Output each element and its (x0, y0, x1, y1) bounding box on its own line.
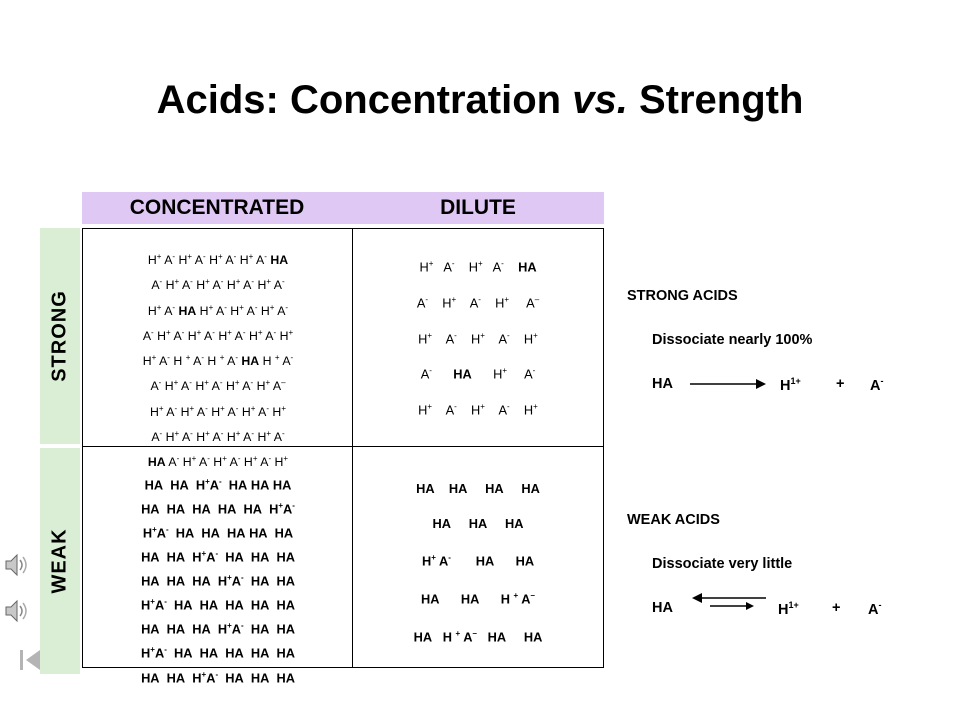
weak-eq-product1 (778, 600, 799, 618)
strong-eq-product1 (780, 376, 801, 394)
strong-eq-product2 (870, 376, 883, 394)
weak-eq-product2 (868, 600, 881, 618)
previous-slide-icon[interactable] (18, 646, 44, 674)
weak-acids-heading: WEAK ACIDS (627, 512, 720, 528)
forward-arrow-icon (688, 376, 768, 392)
formula-row: HA HA HA H+A- HA HA (141, 573, 295, 589)
formula-row: HA HA H+A- HA HA HA (141, 669, 295, 685)
weak-eq-a-charge: - (878, 600, 882, 610)
strong-eq-a: A (870, 377, 881, 394)
strong-eq-reactant: HA (652, 376, 673, 392)
formula-row: H+ A- H+ A- H+ A- H+ A- HA (147, 252, 289, 268)
formula-row: HA HA H+A- HA HA HA (141, 549, 295, 565)
weak-eq-h-charge: 1+ (788, 600, 799, 610)
weak-eq-a: A (868, 601, 879, 618)
formula-row: HA HA HA H+A- HA HA (141, 621, 295, 637)
formula-row: H+A- HA HA HA HA HA (141, 645, 295, 661)
weak-eq-plus: + (832, 600, 841, 616)
strong-eq-plus: + (836, 376, 845, 392)
header-dilute: DILUTE (352, 192, 604, 224)
side-strong (40, 228, 80, 444)
side-label-weak: WEAK (48, 528, 71, 594)
formula-row: A- H+ A- H+ A- H+ A- H+ A– (150, 378, 286, 394)
speaker-icon[interactable] (2, 550, 32, 580)
formula-row: H+ A- HA HA (421, 553, 535, 569)
formula-row: H+ A- H + A- H + A- HA H + A- (142, 353, 294, 369)
side-label-strong: STRONG (48, 290, 71, 382)
equilibrium-arrows-icon (688, 592, 768, 614)
weak-acids-description: Dissociate very little (652, 556, 793, 572)
formula-row: H+ A- H+ A- H+ (418, 330, 538, 346)
strong-acids-heading: STRONG ACIDS (627, 288, 738, 304)
strong-eq-h: H (780, 377, 791, 394)
formula-row: A- H+ A- H+ A- H+ A- H+ A- (151, 277, 285, 293)
cell-weak-dilute (358, 472, 598, 654)
title-rest: Strength (638, 78, 804, 122)
formula-row: HA HA HA HA HA H+A- (141, 501, 295, 517)
strong-eq-a-charge: - (880, 376, 884, 386)
weak-eq-h: H (778, 601, 789, 618)
formula-row: HA HA HA HA (416, 481, 540, 496)
slide-title (0, 78, 960, 123)
header-concentrated: CONCENTRATED (82, 192, 352, 224)
strong-eq-h-charge: 1+ (790, 376, 801, 386)
formula-row: A- H+ A- H+ A- H+ A- H+ A- (151, 429, 285, 445)
weak-eq-reactant: HA (652, 600, 673, 616)
strong-acids-description: Dissociate nearly 100% (652, 332, 813, 348)
formula-row: HA H + A– HA HA (413, 628, 543, 644)
formula-row: A- H+ A- H+ A– (416, 294, 540, 311)
title-vs: vs. (572, 78, 628, 122)
formula-row: HA HA H+A- HA HA HA (144, 477, 292, 493)
formula-row: H+ A- H+ A- HA (419, 259, 537, 275)
formula-row: A- H+ A- H+ A- H+ A- H+ A- H+ (142, 327, 294, 343)
formula-row: HA HA H + A– (421, 590, 535, 607)
cell-strong-concentrated (90, 246, 346, 474)
formula-row: HA HA HA (432, 515, 524, 531)
cell-weak-concentrated (90, 472, 346, 689)
formula-row: H+A- HA HA HA HA HA (141, 597, 295, 613)
formula-row: H+ A- HA H+ A- H+ A- H+ A- (147, 302, 289, 318)
formula-row: HA A- H+ A- H+ A- H+ A- H+ (147, 454, 289, 470)
formula-row: H+ A- H+ A- H+ A- H+ A- H+ (150, 403, 286, 419)
formula-row: A- HA H+ A- (420, 366, 536, 382)
side-weak (40, 448, 80, 674)
formula-row: H+ A- H+ A- H+ (418, 402, 538, 418)
grid-divider-vertical (352, 228, 353, 668)
formula-row: H+A- HA HA HA HA HA (142, 525, 294, 541)
speaker-icon[interactable] (2, 596, 32, 626)
cell-strong-dilute (358, 248, 598, 427)
title-main: Acids: Concentration (156, 78, 562, 122)
